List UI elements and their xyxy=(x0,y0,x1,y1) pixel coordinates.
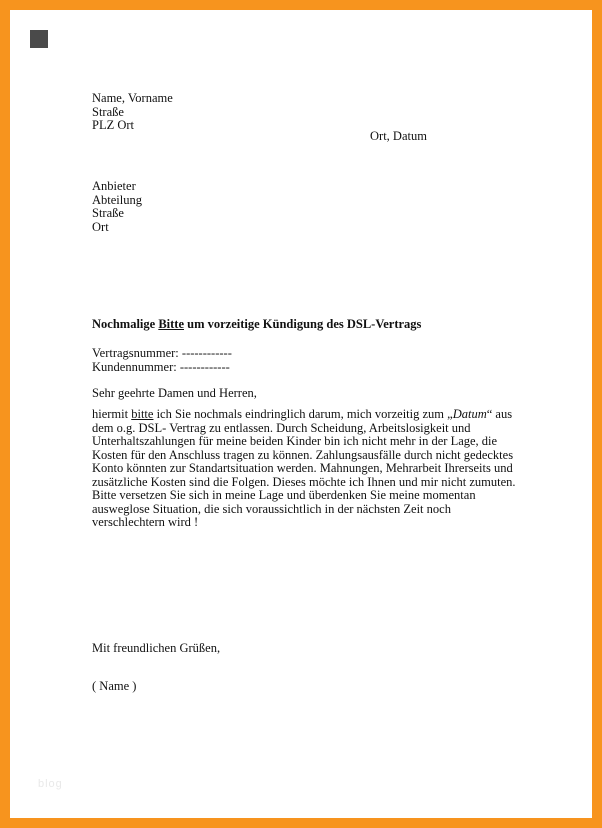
sender-name-line: Name, Vorname xyxy=(92,91,173,105)
body-seg3: “ aus dem o.g. DSL- Vertrag zu entlassen. Durch Scheidung, Arbeitslosigkeit und Unterhaltszahlungen für meine beiden Kinder bin ich nicht mehr in der Lage, die Kosten für den Anschluss tragen zu können. Zahlungsausfälle durch nicht gedecktes Konto könnten zur Standartsituation werden. Mahnungen, Mehrarbeit Ihrerseits und zusätzliche Kosten sind die Folgen. Dieses möchte ich Ihnen und mir nicht zumuten. Bitte versetzen Sie sich in meine Lage und überdenken Sie meine momentan ausweglose Situation, die sich voraussichtlich in der nächsten Zeit noch verschlechtern wird ! xyxy=(92,407,516,529)
subject-line xyxy=(92,318,421,332)
sender-street-line: Straße xyxy=(92,104,124,119)
body-seg1: hiermit xyxy=(92,407,132,421)
subject-post: um vorzeitige Kündigung des DSL-Vertrags xyxy=(184,317,422,331)
subject-underlined-word: Bitte xyxy=(158,317,184,331)
numbers-block xyxy=(92,347,232,374)
recipient-department-line: Abteilung xyxy=(92,192,142,207)
body-underlined-word: bitte xyxy=(131,407,154,421)
corner-square-decoration xyxy=(30,30,48,48)
closing-line: Mit freundlichen Grüßen, xyxy=(92,641,221,655)
contract-number-line: Vertragsnummer: ------------ xyxy=(92,346,232,360)
sender-block xyxy=(92,92,173,133)
body-paragraph xyxy=(92,408,518,530)
signature-placeholder: ( Name ) xyxy=(92,679,137,693)
body-seg2: ich Sie nochmals eindringlich darum, mich vorzeitig zum „ xyxy=(153,407,453,421)
recipient-provider-line: Anbieter xyxy=(92,179,136,193)
subject-pre: Nochmalige xyxy=(92,317,159,331)
recipient-city-line: Ort xyxy=(92,219,109,234)
body-italic-word: Datum xyxy=(452,407,487,421)
recipient-block xyxy=(92,180,142,234)
recipient-street-line: Straße xyxy=(92,206,124,220)
date-line: Ort, Datum xyxy=(370,129,427,143)
letter-page xyxy=(10,10,592,818)
sender-city-line: PLZ Ort xyxy=(92,118,135,132)
customer-number-line: Kundennummer: ------------ xyxy=(92,359,230,374)
watermark-text: blog xyxy=(38,778,63,790)
salutation-line: Sehr geehrte Damen und Herren, xyxy=(92,386,257,400)
